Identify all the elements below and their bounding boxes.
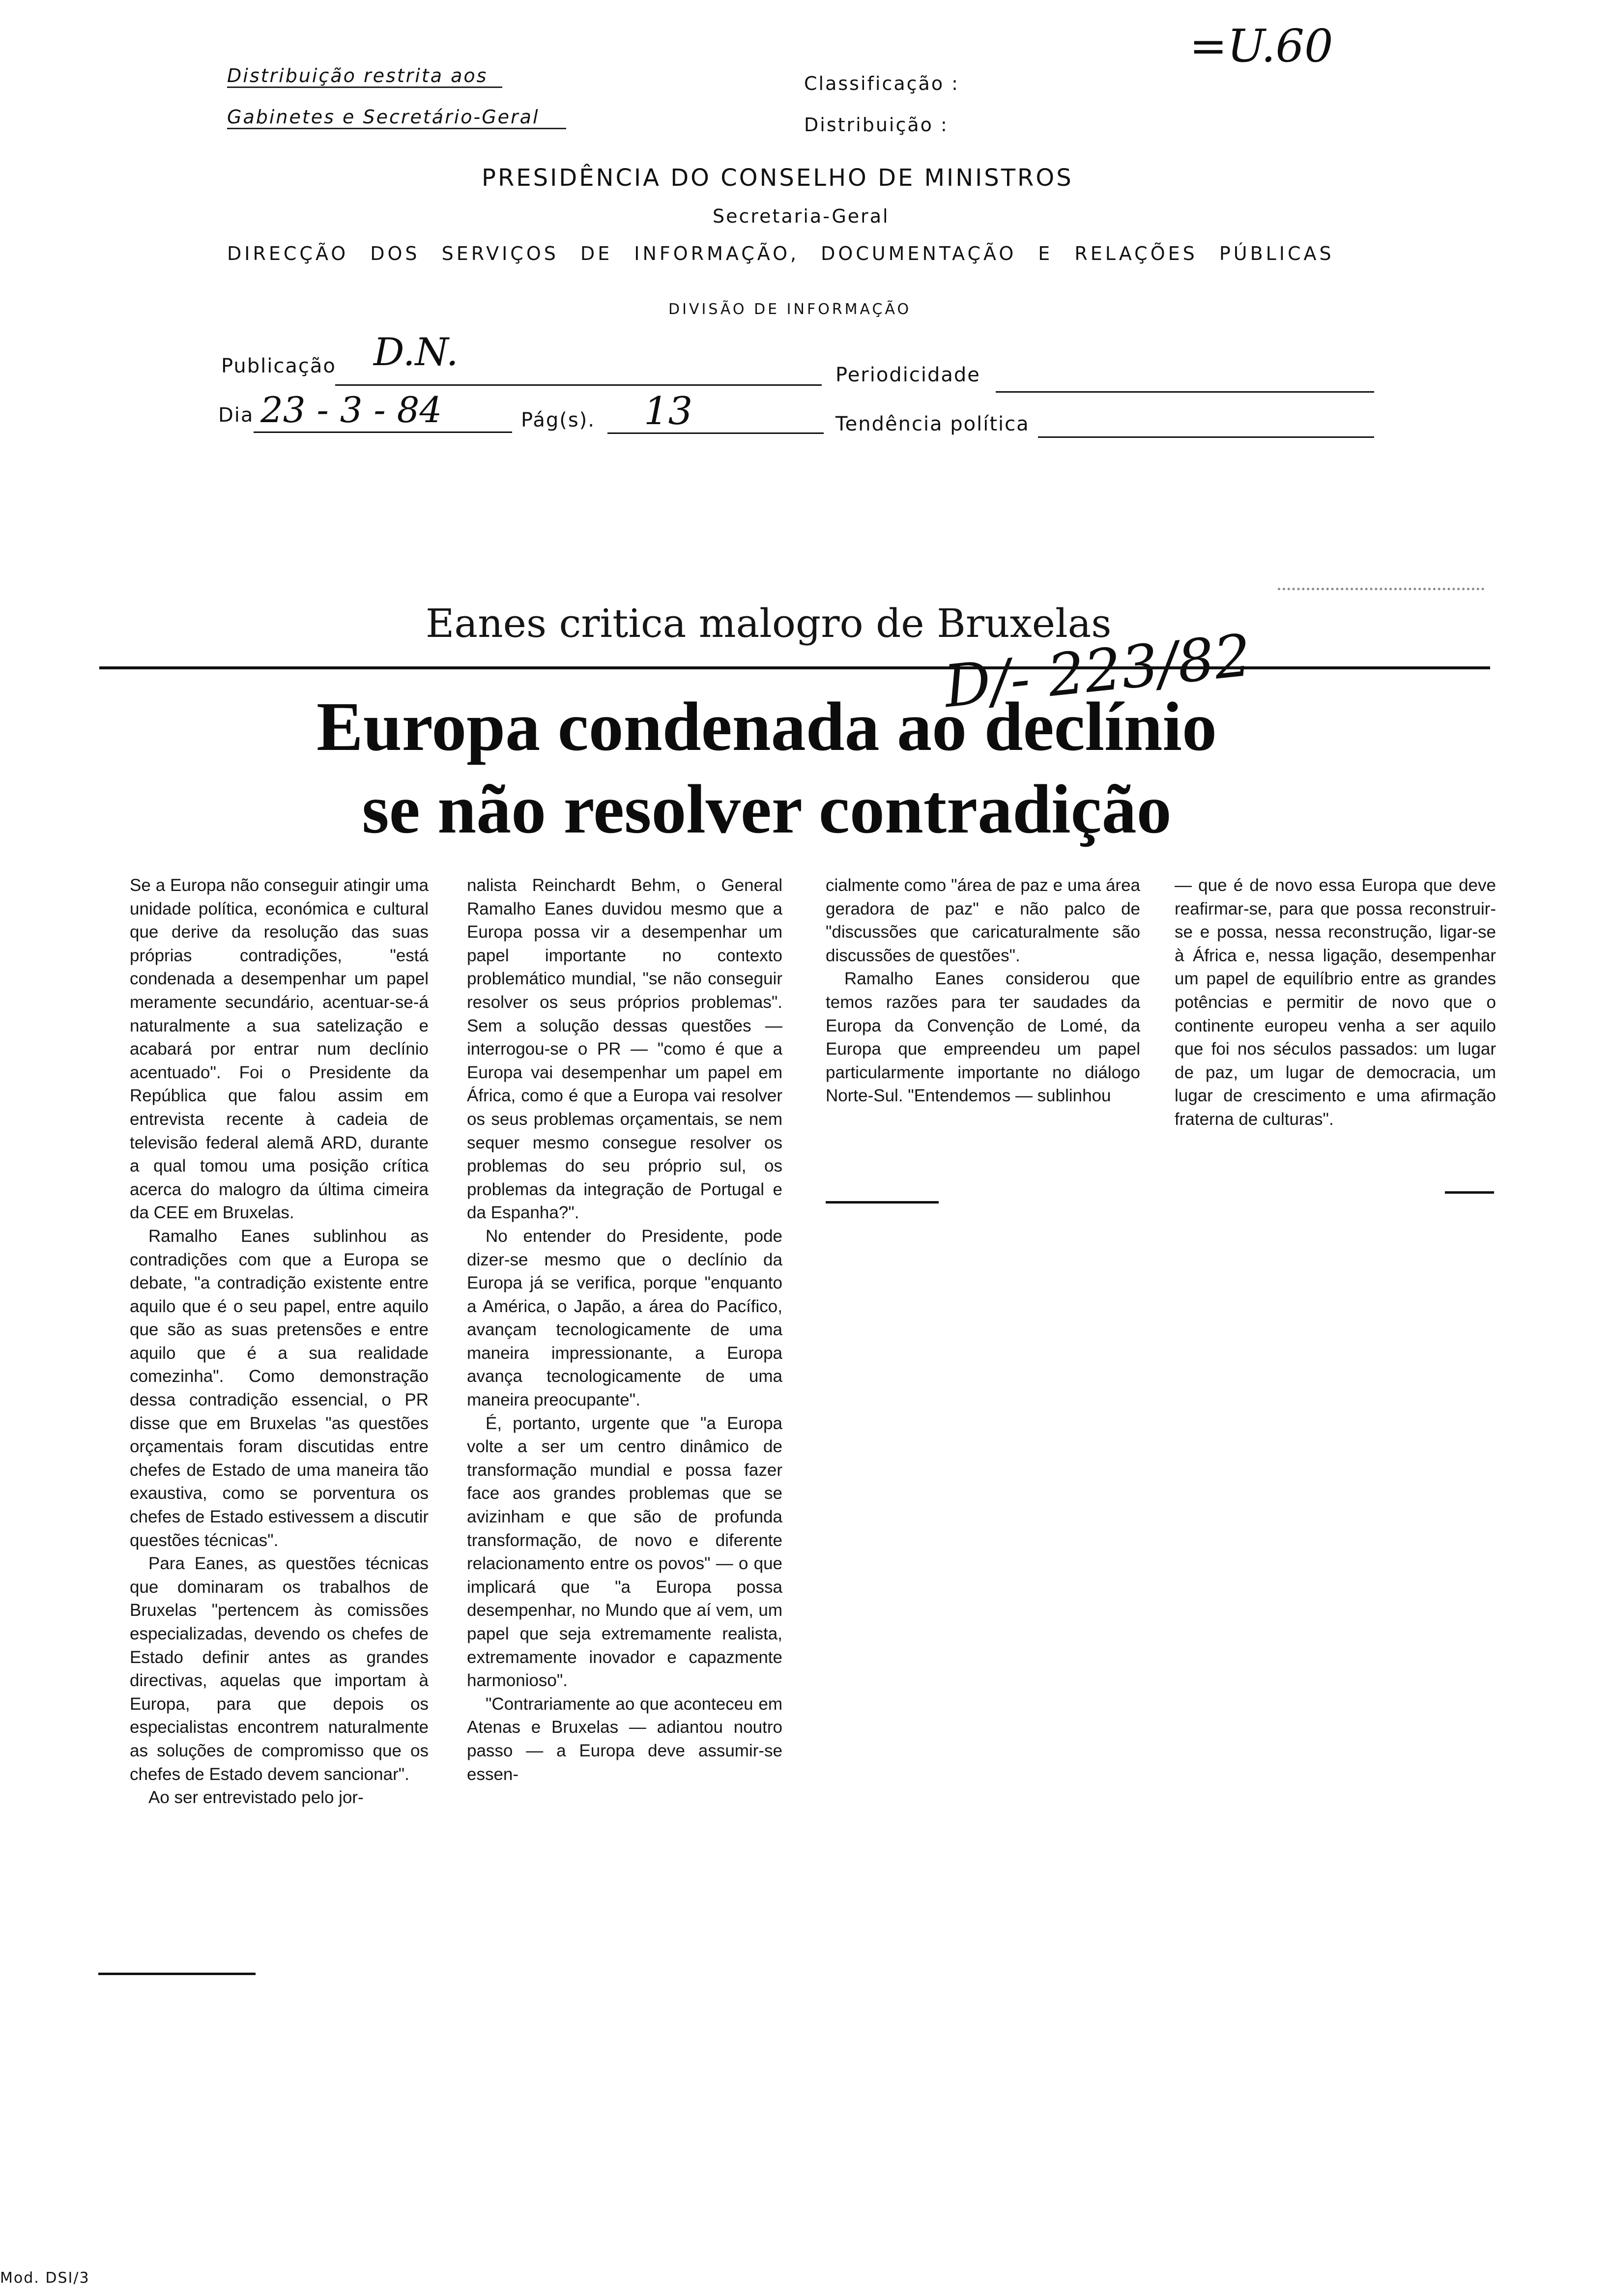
directorate-title: DIRECÇÃO DOS SERVIÇOS DE INFORMAÇÃO, DOCUMENTAÇÃO E RELAÇÕES PÚBLICAS [227,243,1334,264]
headline-line-2: se não resolver contradição [362,770,1172,848]
political-tendency-label: Tendência política [835,413,1030,435]
column-1-paragraph: Para Eanes, as questões técnicas que dominaram os trabalhos de Bruxelas "pertencem às comissões especializadas, devendo os chefes de Estado definir antes as grandes directivas, aquelas que importam à Europa, para que depois os especialistas encontrem naturalmente as soluções de compromisso que os chefes de Estado devem sancionar". [130,1554,429,1784]
pages-label: Pág(s). [521,409,595,431]
organisation-title: PRESIDÊNCIA DO CONSELHO DE MINISTROS [482,164,1073,192]
political-tendency-line [1038,436,1374,438]
clipping-mark [1278,588,1484,594]
form-code: Mod. DSI/3 [0,2269,90,2287]
column-4-end-rule [1445,1191,1494,1194]
publication-label: Publicação [221,355,336,377]
day-value: 23 - 3 - 84 [260,389,442,430]
kicker-rule [99,666,1490,669]
publication-line [335,384,822,386]
column-1-paragraph: Ao ser entrevistado pelo jor- [148,1788,364,1808]
column-1-paragraph: Ramalho Eanes sublinhou as contradições com que a Europa se debate, "a contradição existente entre aquilo que é o seu papel, entre aquilo que são as suas pretensões e entre aquilo que é a sua realidade comezinha". Como demonstração dessa contradição essencial, o PR disse que em Bruxelas "as questões orçamentais foram discutidas entre chefes de Estado de uma maneira tão exaustiva, como se porventura os chefes de Estado estivessem a discutir questões técnicas". [130,1226,429,1550]
column-1-paragraph: Se a Europa não conseguir atingir uma unidade política, económica e cultural que derive da resolução das suas próprias contradições, "está condenada a desempenhar um papel meramente secundário, acentuar-se-á naturalmente a sua satelização e acabará por entrar num declínio acentuado". Foi o Presidente da República que falou assim em entrevista recente à cadeia de televisão federal alemã ARD, durante a qual tomou uma posição crítica acerca do malogro da última cimeira da CEE em Bruxelas. [130,876,429,1223]
column-2-paragraph: No entender do Presidente, pode dizer-se mesmo que o declínio da Europa já se verifica, porque "enquanto a América, o Japão, a área do Pacífico, avançam tecnologicamente de uma maneira impressionante, a Europa avança tecnologicamente de uma maneira preocupante". [467,1226,782,1410]
column-2-paragraph: nalista Reinchardt Behm, o General Ramalho Eanes duvidou mesmo que a Europa possa vir a desempenhar um papel importante no contexto problemático mundial, "se não conseguir resolver os seus próprios problemas". Sem a solução dessas questões — interrogou-se o PR — "como é que a Europa vai desempenhar um papel em África, como é que a Europa vai resolver os seus problemas orçamentais, se nem sequer mesmo consegue resolver os problemas do seu próprio sul, os problemas da integração de Portugal e da Espanha?". [467,876,782,1223]
article-column-4 [1175,874,1496,1131]
division-title: DIVISÃO DE INFORMAÇÃO [668,301,912,318]
column-4-paragraph: — que é de novo essa Europa que deve reafirmar-se, para que possa reconstruir-se e possa, nessa reconstrução, ligar-se à África e, nessa ligação, desempenhar um papel de equilíbrio entre as grandes potências e permitir de novo que o continente europeu venha a ser aquilo que foi nos séculos passados: um lugar de paz, um lugar de democracia, um lugar de crescimento e uma afirmação fraterna de culturas". [1175,876,1496,1129]
article-kicker: Eanes critica malogro de Bruxelas [426,601,1112,646]
column-3-paragraph: cialmente como "área de paz e uma área geradora de paz" e não palco de "discussões que caricaturalmente são discussões de questões". [826,876,1140,965]
column-1-end-rule [98,1973,256,1975]
pages-value: 13 [644,389,693,433]
day-line [254,431,512,433]
day-label: Dia [218,404,254,427]
handwritten-annotation: D/- 223/82 [941,621,1255,721]
pages-line [607,432,824,434]
secretariat-title: Secretaria-Geral [713,205,890,227]
distribution-label: Distribuição : [804,114,949,136]
classification-label: Classificação : [804,73,959,94]
article-column-1 [130,874,429,1809]
publication-value: D.N. [374,330,459,374]
article-headline [147,685,1386,850]
periodicity-line [996,391,1374,393]
distribution-line-2: Gabinetes e Secretário-Geral [227,106,566,129]
handwritten-reference: =U.60 [1189,20,1333,72]
article-column-3 [826,874,1140,1108]
article-column-2 [467,874,782,1786]
column-3-paragraph: Ramalho Eanes considerou que temos razões para ter saudades da Europa da Convenção de Lomé, da Europa que empreendeu um papel particularmente importante no diálogo Norte-Sul. "Entendemos — sublinhou [826,969,1140,1106]
column-2-paragraph: É, portanto, urgente que "a Europa volte a ser um centro dinâmico de transformação mundial e possa fazer face aos grandes problemas que se avizinham e que são de profunda transformação, de novo e diferente relacionamento entre os povos" — o que implicará que "a Europa possa desempenhar, no Mundo que aí vem, um papel que seja extremamente realista, extremamente inovador e capazmente harmonioso". [467,1413,782,1691]
column-2-paragraph: "Contrariamente ao que aconteceu em Atenas e Bruxelas — adiantou noutro passo — a Europa deve assumir-se essen- [467,1694,782,1784]
periodicity-label: Periodicidade [835,364,980,386]
distribution-line-1: Distribuição restrita aos [227,65,502,88]
headline-line-1: Europa condenada ao declínio [317,688,1217,765]
column-3-end-rule [826,1201,939,1204]
